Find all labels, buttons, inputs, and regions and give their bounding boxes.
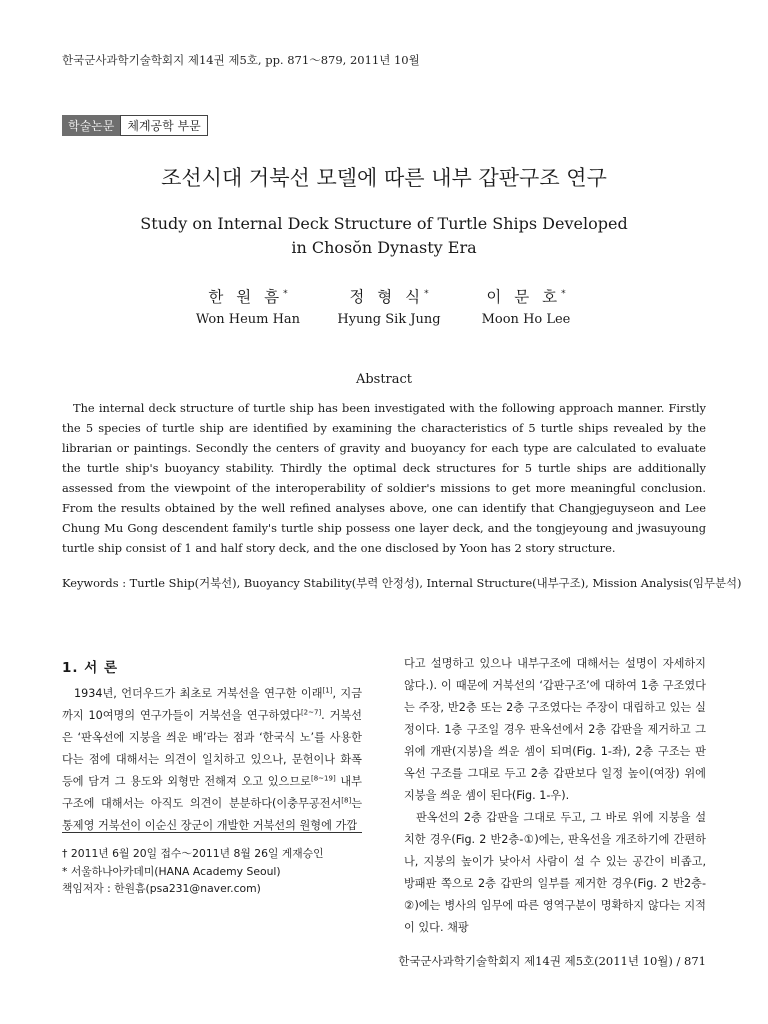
text-run: 내부구조에 대해서는 아직도 의견이 분분하다(이충무공전서 (62, 775, 362, 810)
author-name-en: Moon Ho Lee (481, 312, 571, 327)
author-3 (441, 285, 611, 327)
page-footer: 한국군사과학기술학회지 제14권 제5호(2011년 10월) / 871 (398, 954, 706, 968)
left-column (62, 683, 362, 837)
text-run: . 거북선은 ‘판옥선에 지붕을 씌운 배’라는 점과 ‘한국식 노’를 사용한다는 점에 대해서는 의견이 일치하고 있으나, 문헌이나 화폭 등에 담겨 그 용도와 외형만 전해져 오고 있으므로 (62, 709, 362, 788)
section-tag (62, 115, 208, 136)
paper-title-english (0, 212, 768, 260)
abstract-body (62, 398, 706, 558)
author-mark: * (424, 288, 429, 299)
footnote-corresponding: 책임저자 : 한원흠(psa231@naver.com) (62, 882, 261, 895)
title-en-line-1: Study on Internal Deck Structure of Turtle Ships Developed (140, 214, 628, 233)
footnotes (62, 845, 324, 898)
abstract-heading: Abstract (355, 372, 413, 387)
body-paragraph: 다고 설명하고 있으나 내부구조에 대해서는 설명이 자세하지 않다.). 이 때문에 거북선의 ‘갑판구조’에 대하여 1층 구조였다는 주장, 반2층 또는 2층 구조였다는 주장이 대립하고 있는 실정이다. 1층 구조일 경우 판옥선에서 2층 갑판을 제거하고 그 위에 개판(지붕)을 씌운 셈이 되며(Fig. 1-좌), 2층 구조는 판옥선 구조를 그대로 두고 2층 갑판보다 일정 높이(여장) 위에 지붕을 씌운 셈이 된다(Fig. 1-우). (404, 657, 706, 802)
author-name-ko: 한 원 흠 (208, 288, 284, 306)
citation: [8~19] (310, 774, 336, 783)
intro-paragraph (62, 683, 362, 837)
author-name-ko: 이 문 호 (486, 288, 562, 306)
right-column (404, 653, 706, 939)
author-name-en: Hyung Sik Jung (337, 312, 441, 327)
text-run: 는 통제영 거북선이 이순신 장군이 개발한 거북선의 원형에 가깝 (62, 797, 362, 832)
footnote-divider (62, 832, 362, 833)
author-name-en: Won Heum Han (195, 312, 301, 327)
author-name-ko: 정 형 식 (349, 288, 425, 306)
footnote-received: † 2011년 6월 20일 접수～2011년 8월 26일 게재승인 (62, 847, 324, 860)
citation: [2~7] (300, 708, 322, 717)
body-paragraph: 판옥선의 2층 갑판을 그대로 두고, 그 바로 위에 지붕을 설치한 경우(Fig. 2 반2층-①)에는, 판옥선을 개조하기에 간편하나, 지붕의 높이가 낮아서 사람이 설 수 있는 공간이 비좁고, 방패판 쪽으로 2층 갑판의 일부를 제거한 경우(Fig. 2 반2층-②)에는 병사의 임무에 따른 영역구분이 명확하지 않다는 지적이 있다. 채팡 (404, 811, 706, 934)
text-run: 1934년, 언더우드가 최초로 거북선을 연구한 이래 (74, 687, 323, 700)
paper-title-korean: 조선시대 거북선 모델에 따른 내부 갑판구조 연구 (161, 166, 607, 190)
title-en-line-2: in Chosŏn Dynasty Era (291, 238, 477, 257)
citation: [8] (341, 796, 352, 805)
section-heading: 1. 서 론 (62, 660, 119, 676)
citation: [1] (322, 686, 333, 695)
journal-header: 한국군사과학기술학회지 제14권 제5호, pp. 871～879, 2011년 10월 (62, 53, 420, 67)
author-mark: * (283, 288, 288, 299)
keywords: Keywords : Turtle Ship(거북선), Buoyancy Stability(부력 안정성), Internal Structure(내부구조), Mission Analysis(임무분석) (62, 576, 742, 590)
text-run: , 지금까지 10여명의 연구가들이 거북선을 연구하였다 (62, 687, 362, 722)
article-type-label: 학술논문 (62, 115, 120, 136)
division-label: 체계공학 부문 (120, 115, 207, 136)
footnote-affiliation: * 서울하나아카데미(HANA Academy Seoul) (62, 864, 281, 878)
author-mark: * (561, 288, 566, 299)
abstract-text: The internal deck structure of turtle ship has been investigated with the following approach manner. Firstly the 5 species of turtle ship are identified by examining the characteristics of 5 turtle ships revealed by the librarian or paintings. Secondly the centers of gravity and buoyancy for each type are calculated to evaluate the turtle ship's buoyancy stability. Thirdly the optimal deck structures for 5 turtle ships are additionally assessed from the viewpoint of the interoperability of soldier's missions to get more meaningful conclusion. From the results obtained by the well refined analyses above, one can identify that Changjeguyseon and Lee Chung Mu Gong descendent family's turtle ship possess one layer deck, and the tongjeyoung and jwasuyoung turtle ship consist of 1 and half story deck, and the one disclosed by Yoon has 2 story structure. (62, 401, 706, 555)
